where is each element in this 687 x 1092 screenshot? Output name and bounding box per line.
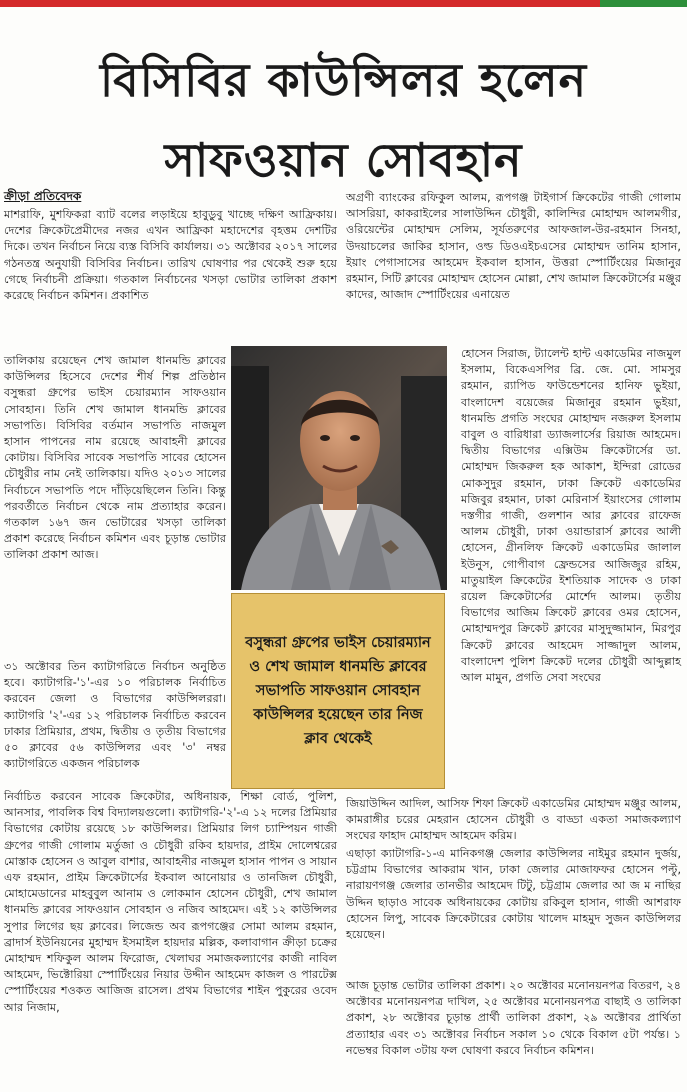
body-paragraph-8: এছাড়া ক্যাটাগরি-১-এ মানিকগঞ্জ জেলার কাউন্সিলর নাইমুর রহমান দুর্জয়, চট্টগ্রাম বিভাগের আকরাম খান, ঢাকা জেলার মোজাফফর হোসেন পল্টু, নারায়ণগঞ্জ জেলার তানভীর আহমেদ টিটু, চট্টগ্রাম জেলার আ জ ম নাছির উদ্দিন ছাড়াও সাবেক অধিনায়কের কোটায় রকিবুল হাসান, গাজী আশরাফ হোসেন লিপু, সাবেক ক্রিকেটারের কোটায় খালেদ মাহমুদ সুজন কাউন্সিলর হয়েছেন।: [346, 847, 681, 942]
body-paragraph-7: জিয়াউদ্দিন আদিল, আসিফ শিফা ক্রিকেট একাডেমির মোহাম্মদ মঞ্জুর আলম, কামরাঙ্গীর চরের মেহরান হোসেন চৌধুরী ও বাড্ডা একতা সমাজকল্যাণ সংঘের ফাহাদ মোহাম্মদ আহমেদ করিম।: [346, 797, 681, 843]
photo-caption: [231, 593, 445, 789]
body-paragraph-6: হোসেন সিরাজ, ট্যালেন্ট হান্ট একাডেমির নাজমুল ইসলাম, বিকেএসপির ব্রি. জে. মো. সামসুর রহমান, র‍্যাপিড ফাউন্ডেশনের হানিফ ভুইয়া, বাংলাদেশ বয়েজের মিজানুর রহমান ভুইয়া, ধানমন্ডি প্রগতি সংঘের মোহাম্মদ নজরুল ইসলাম বাবুল ও বারিধারা ড্যাজলার্সের রিয়াজ আহমেদ। দ্বিতীয় বিভাগের এক্সিউম ক্রিকেটার্সের ডা. মোহাম্মদ জিকরুল হক আকাশ, ইন্দিরা রোডের মোকসুদুর রহমান, ঢাকা ক্রিকেট একাডেমির মজিবুর রহমান, ঢাকা মেরিনার্স ইয়াংসের গোলাম দস্তগীর গাজী, গুলশান আর ক্লাবের রাফেজ আলম চৌধুরী, ঢাকা ওয়ান্ডারার্স ক্লাবের আলী হোসেন, গ্রীনলিফ ক্রিকেট একাডেমির জালাল ইউনুস, গোপীবাগ ফ্রেন্ডসের আজিজুর রহিম, মাতুয়াইল ক্রিকেটের ইশতিয়াক সাদেক ও ঢাকা রয়েল ক্রিকেটার্সের মোর্শেদ আলম। তৃতীয় বিভাগের আজিম ক্রিকেট ক্লাবের ওমর হোসেন, মোহাম্মদপুর ক্রিকেট ক্লাবের মাসুদুজ্জামান, মিরপুর ক্রিকেট ক্লাবের আহমেদ সাজ্জাদুল আলম, বাংলাদেশ পুলিশ ক্রিকেট দলের চৌধুরী আব্দুল্লাহ আল মামুন, প্রগতি সেবা সংঘের: [461, 347, 681, 685]
body-paragraph-1: মাশরাফি, মুশফিকরা ব্যাট বলের লড়াইয়ে হাবুডুবু খাচ্ছে দক্ষিণ আফ্রিকায়। দেশের ক্রিকেটপ্রেমীদের নজর এখন আফ্রিকা মহাদেশের বৃহত্তম দেশটির দিকে। তখন নির্বাচন নিয়ে ব্যস্ত বিসিবি কার্যালয়। ৩১ অক্টোবর ২০১৭ সালের গঠনতন্ত্র অনুযায়ী বিসিবির নির্বাচন। তারিখ ঘোষণার পর থেকেই শুরু হয়ে গেছে নির্বাচনী প্রক্রিয়া। গতকাল নির্বাচনের খসড়া ভোটার তালিকা প্রকাশ করেছে নির্বাচন কমিশন। প্রকাশিত: [4, 208, 337, 303]
portrait-photo: [231, 346, 447, 590]
body-paragraph-5: অগ্রণী ব্যাংকের রফিকুল আলম, রূপগঞ্জ টাইগার্স ক্রিকেটের গাজী গোলাম আসরিয়া, কাকরাইলের সালাউদ্দিন চৌধুরী, কালিন্দির মোহাম্মদ আলমগীর, ওরিয়েন্টের মোহাম্মদ সেলিম, সূর্যতরুণের আফজাল-উর-রহমান সিনহা, উদয়াচলের জাকির হাসান, ওল্ড ডিওএইচএসের মোহাম্মদ তানিম হাসান, ইয়াং পেগাসাসের আহমেদ ইকবাল হাসান, উত্তরা স্পোর্টিংয়ের মিজানুর রহমান, সিটি ক্লাবের মোহাম্মদ হোসেন মোল্লা, শেখ জামাল ক্রিকেটার্সের মঞ্জুর কাদের, আজাদ স্পোর্টিংয়ের এনায়েত: [346, 191, 681, 302]
headline: [0, 40, 687, 200]
headline-line-2: সাফওয়ান সোবহান: [164, 133, 523, 187]
top-color-bar: [0, 0, 687, 16]
top-green-bar: [600, 0, 687, 7]
portrait-illustration: [231, 346, 447, 590]
body-paragraph-4: নির্বাচিত করবেন সাবেক ক্রিকেটার, অধিনায়ক, শিক্ষা বোর্ড, পুলিশ, আনসার, পাবলিক বিশ্ব বিদ্যালয়গুলো। ক্যাটাগরি-'২'-এ ১২ দলের প্রিমিয়ার বিভাগের কোটায় রয়েছে ১৮ কাউন্সিলর। প্রিমিয়ার লিগ চ্যাম্পিয়ন গাজী গ্রুপের গাজী গোলাম মর্তুজা ও চৌধুরী রকিব হায়দার, প্রাইম দোলেশ্বরের মোস্তাক হোসেন ও আবুল বাশার, আবাহনীর নাজমুল হাসান পাপন ও সায়ান এফ রহমান, প্রাইম ক্রিকেটার্সের ইকবাল আনোয়ার ও তানজিল চৌধুরী, মোহামেডানের মাহবুবুল আনাম ও লোকমান হোসেন চৌধুরী, শেখ জামাল ধানমন্ডি ক্লাবের সাফওয়ান সোবহান ও নজিব আহমেদ। এই ১২ কাউন্সিলর সুপার লিগের ছয় ক্লাবের। লিজেন্ড অব রূপগঞ্জের সোমা আলম রহমান, ব্রাদার্স ইউনিয়নের মুহাম্মদ ইসমাইল হায়দার মল্লিক, কলাবাগান ক্রীড়া চক্রের মোহাম্মদ শফিকুল আলম ফিরোজ, খেলাঘর সমাজকল্যাণের কাজী নাবিল আহমেদ, ভিক্টোরিয়া স্পোর্টিংয়ের নিয়ার উদ্দীন আহমেদ কাজল ও পারটেক্স স্পোর্টিংয়ের শওকত আজিজ রাসেল। প্রথম বিভাগের শাইন পুকুরের ওবেদ আর নিজাম,: [4, 790, 337, 1014]
body-paragraph-2: তালিকায় রয়েছেন শেখ জামাল ধানমন্ডি ক্লাবের কাউন্সিলর হিসেবে দেশের শীর্ষ শিল্প প্রতিষ্ঠান বসুন্ধরা গ্রুপের ভাইস চেয়ারম্যান সাফওয়ান সোবহান। তিনি শেখ জামাল ধানমন্ডি ক্লাবের সভাপতি। বিসিবির বর্তমান সভাপতি নাজমুল হাসান পাপনের নাম রয়েছে আবাহনী ক্লাবের কোটায়। বিসিবির সাবেক সভাপতি সাবের হোসেন চৌধুরীর নাম নেই তালিকায়। যদিও ২০১৩ সালের নির্বাচনে সভাপতি পদে দাঁড়িয়েছিলেন তিনি। কিন্তু পরবর্তীতে নির্বাচন থেকে নাম প্রত্যাহার করেন। গতকাল ১৬৭ জন ভোটারের খসড়া তালিকা প্রকাশ করেছে নির্বাচন কমিশন এবং চূড়ান্ত ভোটার তালিকা প্রকাশ আজ।: [4, 354, 226, 562]
body-paragraph-3: ৩১ অক্টোবর তিন ক্যাটাগরিতে নির্বাচন অনুষ্ঠিত হবে। ক্যাটাগরি-'১'-এর ১০ পরিচালক নির্বাচিত করবেন জেলা ও বিভাগের কাউন্সিলররা। ক্যাটাগরি '২'-এর ১২ পরিচালক নির্বাচিত করবেন ঢাকার প্রিমিয়ার, প্রথম, দ্বিতীয় ও তৃতীয় বিভাগের ৫০ ক্লাবের ৫৬ কাউন্সিলর এবং '৩' নম্বর ক্যাটাগরিতে একজন পরিচালক: [4, 660, 226, 771]
headline-line-1: বিসিবির কাউন্সিলর হলেন: [99, 53, 588, 107]
photo-caption-text: বসুন্ধরা গ্রুপের ভাইস চেয়ারম্যান ও শেখ জামাল ধানমন্ডি ক্লাবের সভাপতি সাফওয়ান সোবহান কাউন্সিলর হয়েছেন তার নিজ ক্লাব থেকেই: [245, 635, 431, 747]
top-red-bar: [0, 0, 600, 7]
body-paragraph-9: আজ চূড়ান্ত ভোটার তালিকা প্রকাশ। ২০ অক্টোবর মনোনয়নপত্র বিতরণ, ২৪ অক্টোবর মনোনয়নপত্র দাখিল, ২৫ অক্টোবর মনোনয়নপত্র বাছাই ও তালিকা প্রকাশ, ২৮ অক্টোবর চূড়ান্ত প্রার্থী তালিকা প্রকাশ, ২৯ অক্টোবর প্রার্থিতা প্রত্যাহার এবং ৩১ অক্টোবর নির্বাচন সকাল ১০ থেকে বিকাল ৫টা পর্যন্ত। ১ নভেম্বর বিকাল ৩টায় ফল ঘোষণা করবে নির্বাচন কমিশন।: [346, 979, 681, 1057]
byline: ক্রীড়া প্রতিবেদক: [4, 189, 82, 203]
